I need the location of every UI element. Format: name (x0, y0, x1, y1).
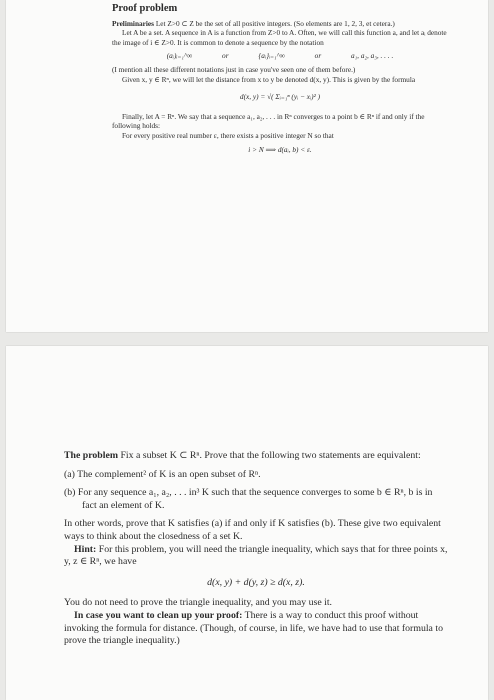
page-1-content (112, 4, 448, 158)
cleanup-text: There is a way to conduct this proof without invoking the formula for distance. (Though, of course, in life, we have had to use that formula to prove the triangle inequality.) (64, 609, 443, 647)
hint-paragraph (64, 544, 448, 569)
problem-paragraph (64, 450, 448, 463)
notation-3: a₁, a₂, a₃, . . . . (351, 51, 394, 61)
problem-text: Fix a subset K ⊂ Rⁿ. Prove that the following two statements are equivalent: (120, 450, 421, 461)
page-2-content (64, 450, 448, 648)
cleanup-label: In case you want to clean up your proof: (74, 609, 243, 621)
other-words-paragraph: In other words, prove that K satisfies (a) if and only if K satisfies (b). These give two equivalent ways to think about the closedness of a set K. (64, 518, 441, 542)
document-page-2 (6, 346, 488, 700)
notation-2: {aᵢ}ᵢ₌₁^∞ (258, 51, 285, 61)
distance-formula: d(x, y) = √( Σᵢ₌₁ⁿ (yᵢ − xᵢ)² ) (239, 92, 321, 102)
sequence-definition: Let A be a set. A sequence in A is a function from Z>0 to A. Often, we will call this function a, and let aᵢ denote the image of i ∈ Z>0. It is common to denote a sequence by the notation (112, 28, 447, 47)
sequence-notation-line (112, 51, 448, 61)
statement-b: (b) For any sequence a₁, a₂, . . . in³ K such that the sequence converges to some b ∈ Rⁿ, b is in fact an element of K. (64, 487, 433, 511)
epsilon-definition: For every positive real number ε, there exists a positive integer N so that (122, 130, 334, 140)
triangle-inequality-formula: d(x, y) + d(y, z) ≥ d(x, z). (207, 576, 305, 588)
notation-or-2: or (314, 51, 322, 61)
cleanup-paragraph (64, 610, 448, 648)
notation-note: (I mention all these different notations just in case you've seen one of them before.) (112, 64, 356, 74)
problem-label: The problem (64, 450, 118, 461)
notation-or-1: or (222, 51, 229, 61)
statement-a: (a) The complement² of K is an open subset of Rⁿ. (64, 468, 261, 480)
convergence-definition: Finally, let A = Rⁿ. We say that a sequence a₁, a₂, . . . in Rⁿ converges to a point b ∈ Rⁿ if and only if the following holds: (112, 111, 425, 131)
no-prove-note: You do not need to prove the triangle inequality, and you may use it. (64, 597, 333, 609)
preliminaries-label: Preliminaries (112, 18, 155, 28)
preliminaries-paragraph (112, 19, 448, 29)
page-title: Proof problem (112, 3, 178, 14)
hint-text: For this problem, you will need the triangle inequality, which says that for three points x, y, z ∈ Rⁿ, we have (64, 543, 448, 568)
distance-definition: Given x, y ∈ Rⁿ, we will let the distance from x to y be denoted d(x, y). This is given by the formula (122, 74, 416, 84)
notation-1: (aᵢ)ᵢ₌₁^∞ (166, 51, 193, 61)
preliminaries-text: Let Z>0 ⊂ Z be the set of all positive integers. (So elements are 1, 2, 3, et cetera.) (155, 18, 395, 28)
hint-label: Hint: (74, 543, 97, 555)
epsilon-formula: i > N ⟹ d(aᵢ, b) < ε. (248, 144, 312, 154)
document-page-1 (6, 0, 488, 332)
